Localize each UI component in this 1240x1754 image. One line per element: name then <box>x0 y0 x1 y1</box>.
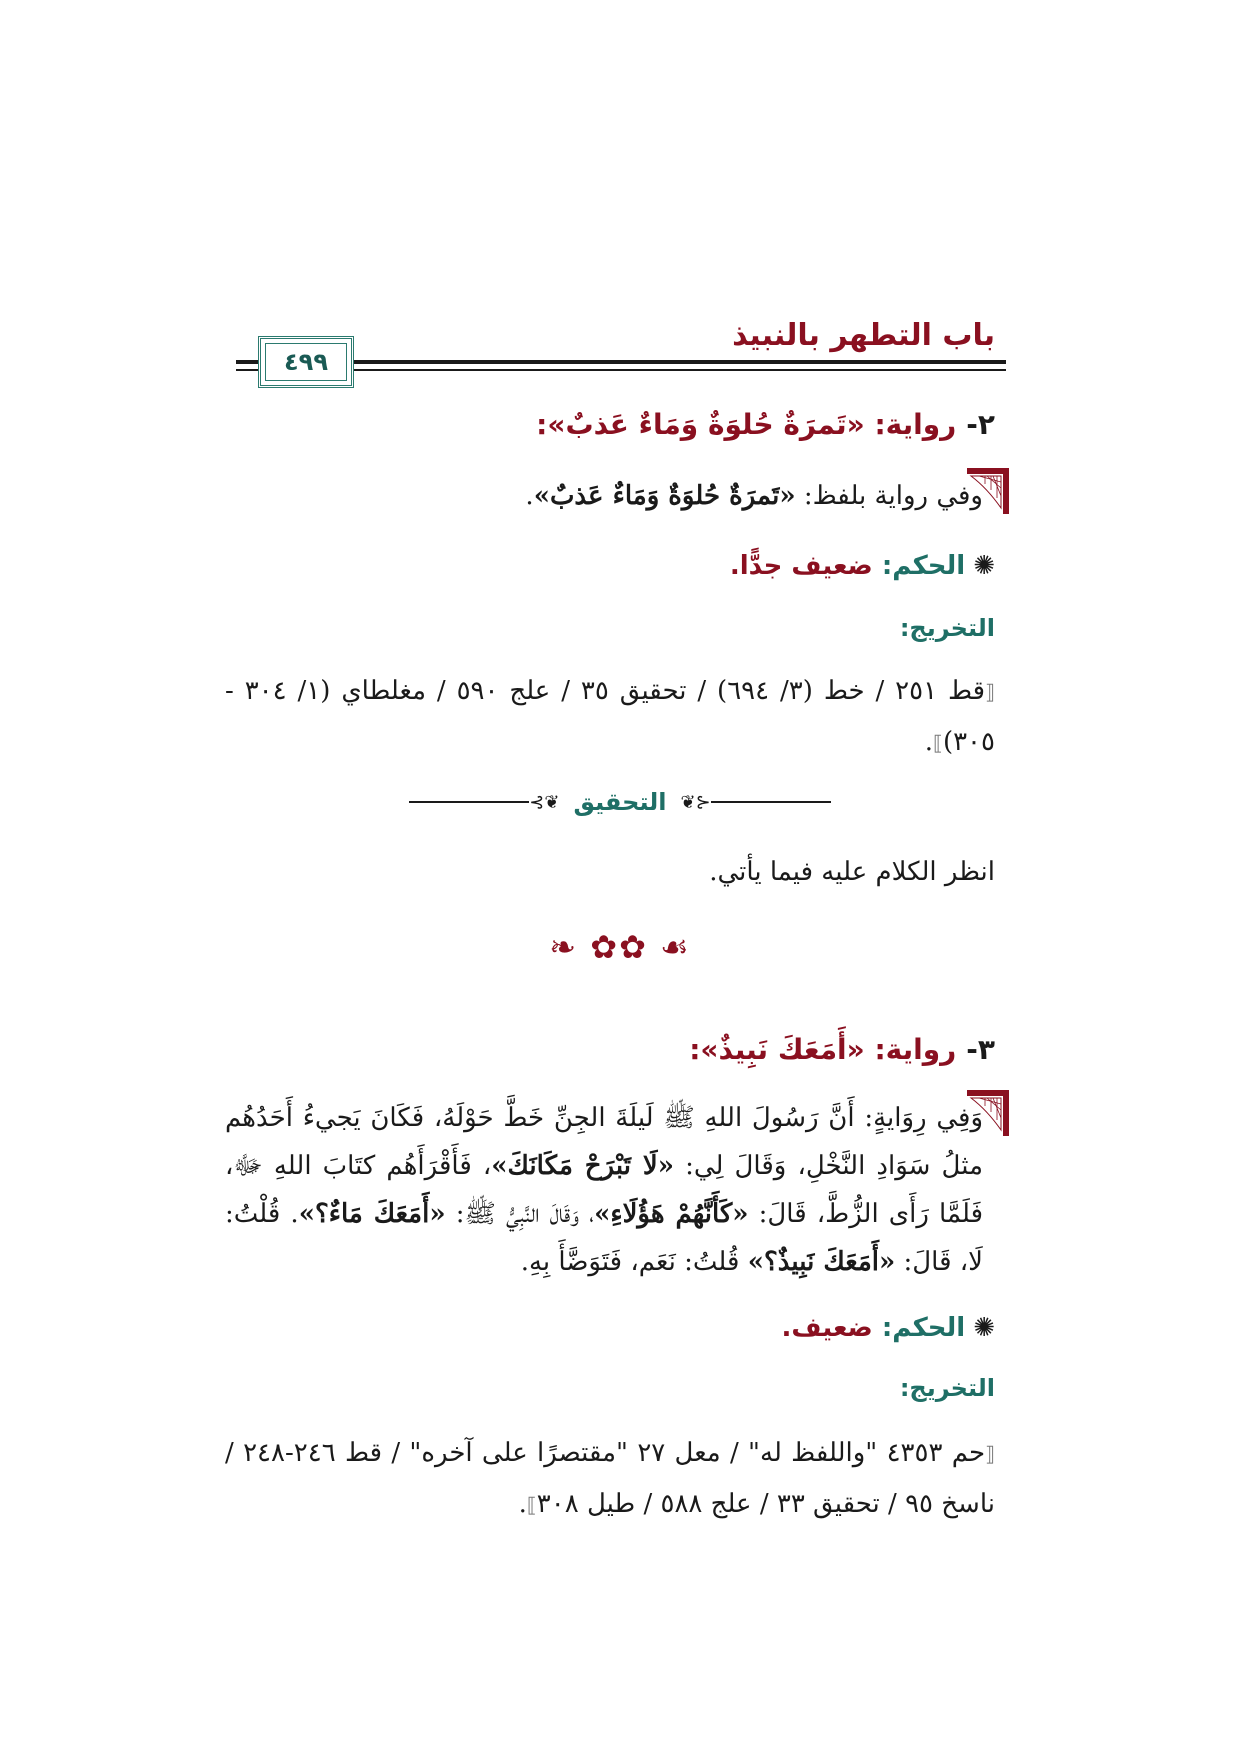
ruling-value: ضعيف. <box>781 1313 873 1343</box>
paragraph-text <box>225 472 995 520</box>
divider-line <box>711 801 831 803</box>
paragraph-text <box>225 1094 995 1286</box>
riwaya-paragraph-3 <box>225 1094 995 1286</box>
text-run: وَفِي رِوَايةٍ: أَنَّ رَسُولَ اللهِ ﷺ لَيلَةَ الجِنِّ خَطَّ حَوْلَهُ، فَكَانَ يَجيءُ أَحَدُهُم مثلُ سَوَادِ النَّخْلِ، وَقَالَ لِي: <box>225 1103 984 1181</box>
section-heading-2 <box>225 405 995 445</box>
text-run: . قُلْتُ: لَا، قَالَ: <box>225 1199 983 1277</box>
bracket-open-icon: ⟦ <box>985 1442 995 1466</box>
page-number: ٤٩٩ <box>284 348 328 376</box>
section-heading-text: رواية: «أَمَعَكَ نَبِيذٌ»: <box>689 1033 957 1066</box>
ruling-line-3 <box>225 1308 995 1348</box>
quoted-hadith: «لَا تَبْرَحْ مَكَانَكَ» <box>491 1151 674 1181</box>
quoted-hadith: «أَمَعَكَ مَاءٌ؟» <box>298 1199 446 1229</box>
takhrij-sources: حم ٤٣٥٣ "واللفظ له" / معل ٢٧ "مقتصرًا على آخره" / قط ٢٤٦-٢٤٨ / ناسخ ٩٥ / تحقيق ٣٣ / علج ٥٨٨ / طيل ٣٠٨ <box>225 1438 995 1519</box>
takhrij-sources: قط ٢٥١ / خط (٣/ ٦٩٤) / تحقيق ٣٥ / علج ٥٩٠ / مغلطاي (١/ ٣٠٤ - ٣٠٥) <box>225 676 995 757</box>
flower-icon: ✺ <box>973 1313 995 1343</box>
bracket-close-icon: ⟧ <box>933 731 943 755</box>
section-number: ٢- <box>966 408 995 441</box>
text-run: قُلتُ: نَعَم، فَتَوَضَّأَ بِهِ. <box>520 1247 748 1277</box>
ruling-value: ضعيف جدًّا. <box>729 551 873 581</box>
takhrij-text-3: ⟦حم ٤٣٥٣ "واللفظ له" / معل ٢٧ "مقتصرًا على آخره" / قط ٢٤٦-٢٤٨ / ناسخ ٩٥ / تحقيق ٣٣ / علج ٥٨٨ / طيل ٣٠٨⟧. <box>225 1438 995 1519</box>
section-heading-text: رواية: «تَمرَةٌ حُلوَةٌ وَمَاءٌ عَذبٌ»: <box>536 408 957 441</box>
ruling-line-2 <box>225 546 995 586</box>
tahqiq-divider <box>0 782 1240 822</box>
flourish-icon: ❦⊱ <box>680 791 711 813</box>
ruling-label: الحكم: <box>881 1313 966 1343</box>
page-number-badge <box>258 336 354 388</box>
section-number: ٣- <box>966 1033 995 1066</box>
flourish-icon: ⊰❦ <box>529 791 560 813</box>
riwaya-paragraph-2 <box>225 472 995 520</box>
text-run: ، وَقَالَ النَّبِيُّ ﷺ: <box>445 1199 595 1229</box>
chapter-title: باب التطهر بالنبيذ <box>732 318 995 353</box>
tahqiq-text: انظر الكلام عليه فيما يأتي. <box>709 857 995 887</box>
text-run: . <box>525 481 534 511</box>
quoted-hadith: «كَأَنَّهُمْ هَؤُلَاءِ» <box>594 1199 749 1229</box>
corner-ornament-icon <box>967 468 1009 514</box>
divider-line <box>409 801 529 803</box>
ruling-label: الحكم: <box>881 551 966 581</box>
flower-icon: ✺ <box>973 551 995 581</box>
text-run: وفي رواية بلفظ: <box>795 481 983 511</box>
takhrij-heading-3: التخريج: <box>899 1374 995 1402</box>
corner-ornament-icon <box>967 1090 1009 1136</box>
takhrij-text-2: ⟦قط ٢٥١ / خط (٣/ ٦٩٤) / تحقيق ٣٥ / علج ٥٩٠ / مغلطاي (١/ ٣٠٤ - ٣٠٥)⟧. <box>225 676 996 757</box>
quoted-hadith: «أَمَعَكَ نَبِيذٌ؟» <box>747 1247 896 1277</box>
quoted-hadith: «تَمرَةٌ حُلوَةٌ وَمَاءٌ عَذبٌ» <box>533 481 796 511</box>
bracket-close-icon: ⟧ <box>526 1493 537 1517</box>
section-heading-3 <box>225 1030 995 1070</box>
bracket-open-icon: ⟦ <box>985 680 996 704</box>
text-run: ، فَأَقْرَأَهُم كتَابَ اللهِ ﷻ، فَلَمَّا رَأَى الزُّطَّ، قَالَ: <box>225 1151 984 1229</box>
takhrij-heading-2: التخريج: <box>899 614 995 642</box>
section-ornament-icon: ❧ ✿✿ ☙ <box>549 928 691 966</box>
tahqiq-title: التحقيق <box>573 788 667 816</box>
